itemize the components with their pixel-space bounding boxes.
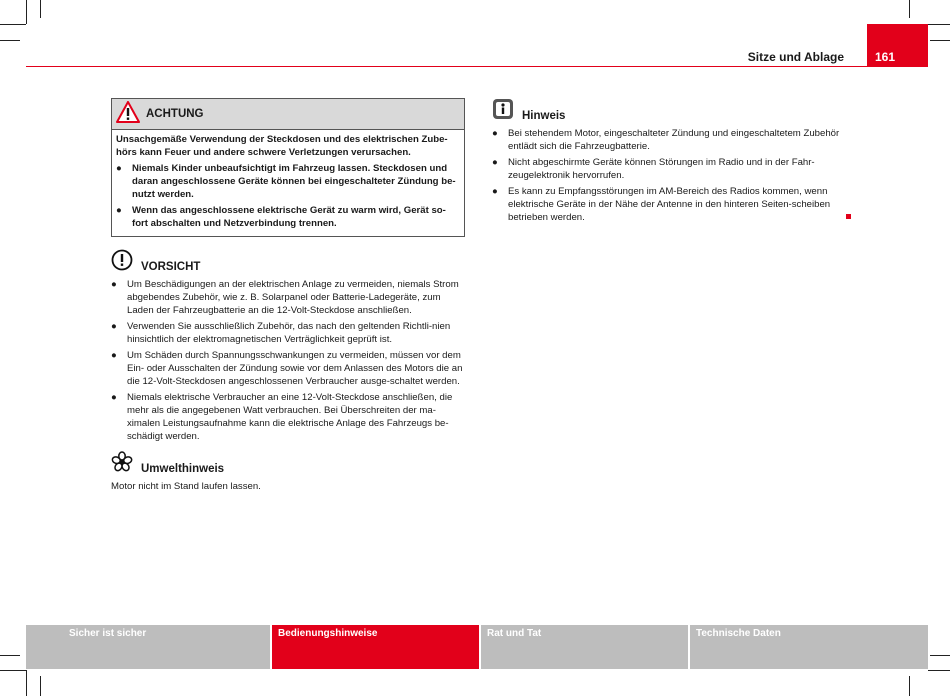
right-column — [492, 98, 842, 227]
footer-tab-technische-daten[interactable] — [690, 625, 928, 669]
bullet-text: Niemals Kinder unbeaufsichtigt im Fahrzeug lassen. Steckdosen und daran angeschlossene Geräte können bei eingeschalteter Zündung be-nutzt werden. — [132, 163, 456, 200]
flower-icon — [111, 451, 133, 478]
crop-mark — [928, 670, 950, 671]
footer-tab-bedienung[interactable] — [272, 625, 479, 669]
hinweis-header — [492, 98, 842, 125]
crop-mark — [26, 0, 27, 24]
footer-tab-sicher[interactable] — [26, 625, 270, 669]
list-item: ● Um Beschädigungen an der elektrischen Anlage zu vermeiden, niemals Strom abgebendes Zubehör, wie z. B. Solarpanel oder Batterie-Ladegeräte, zum Laden der Fahrzeugbatterie an die 12-Volt-Steckdose anschließen. — [111, 278, 465, 317]
umwelt-header — [111, 451, 465, 478]
header-rule — [26, 66, 928, 67]
footer-tab-label: Sicher ist sicher — [69, 628, 147, 639]
vorsicht-body — [111, 278, 465, 443]
bullet-text: Niemals elektrische Verbraucher an eine 12-Volt-Steckdose anschließen, die mehr als die angegebenen Watt verbrauchen. Bei Überschreiten der ma-ximalen Leistungsaufnahme kann die elektrische Anlage des Fahrzeugs be-schädigt werden. — [127, 392, 453, 442]
hinweis-body — [492, 127, 842, 224]
bullet-text: Bei stehendem Motor, eingeschalteter Zündung und eingeschaltetem Zubehör entlädt sich die Fahrzeugbatterie. — [508, 128, 840, 152]
crop-mark — [0, 655, 20, 656]
bullet-text: Es kann zu Empfangsstörungen im AM-Bereich des Radios kommen, wenn elektrische Geräte in der Nähe der Antenne in den hinteren Seiten-scheiben betrieben werden. — [508, 186, 831, 223]
page-number: 161 — [867, 24, 928, 67]
crop-mark — [909, 0, 910, 18]
bullet-text: Wenn das angeschlossene elektrische Gerät zu warm wird, Gerät so-fort abschalten und Netzverbindung trennen. — [132, 205, 446, 229]
list-item: ● Wenn das angeschlossene elektrische Gerät zu warm wird, Gerät so-fort abschalten und Netzverbindung trennen. — [116, 204, 460, 230]
crop-mark — [26, 670, 27, 696]
achtung-box — [111, 98, 465, 237]
vorsicht-header — [111, 249, 465, 276]
crop-mark — [930, 655, 950, 656]
footer-tab-label: Bedienungshinweise — [278, 628, 378, 639]
crop-mark — [0, 24, 26, 25]
crop-mark — [928, 24, 950, 25]
warning-triangle-icon — [116, 101, 140, 128]
list-item: ● Niemals Kinder unbeaufsichtigt im Fahrzeug lassen. Steckdosen und daran angeschlossene Geräte können bei eingeschalteter Zündung be-nutzt werden. — [116, 162, 460, 201]
bullet-text: Um Beschädigungen an der elektrischen Anlage zu vermeiden, niemals Strom abgebendes Zubehör, wie z. B. Solarpanel oder Batterie-Ladegeräte, zum Laden der Fahrzeugbatterie an die 12-Volt-Steckdose anschließen. — [127, 279, 459, 316]
bullet-text: Um Schäden durch Spannungsschwankungen zu vermeiden, müssen vor dem Ein- oder Ausschalten der Zündung sowie vor dem Anlassen des Motors die an die 12-Volt-Steckdosen angeschlossenen Verbraucher ausge-schaltet werden. — [127, 350, 463, 387]
section-end-marker — [846, 214, 851, 219]
footer-tab-label: Rat und Tat — [487, 628, 542, 639]
exclamation-circle-icon — [111, 249, 133, 276]
umwelt-title: Umwelthinweis — [141, 462, 225, 475]
crop-mark — [40, 0, 41, 18]
list-item: ● Niemals elektrische Verbraucher an eine 12-Volt-Steckdose anschließen, die mehr als die angegebenen Watt verbrauchen. Bei Überschreiten der ma-ximalen Leistungsaufnahme kann die elektrische Anlage des Fahrzeugs be-schädigt werden. — [111, 391, 465, 443]
bullet-text: Nicht abgeschirmte Geräte können Störungen im Radio und in der Fahr-zeugelektronik hervorrufen. — [508, 157, 815, 181]
left-column — [111, 98, 465, 493]
achtung-body — [112, 130, 464, 236]
list-item: ● Nicht abgeschirmte Geräte können Störungen im Radio und in der Fahr-zeugelektronik hervorrufen. — [492, 156, 842, 182]
achtung-intro: Unsachgemäße Verwendung der Steckdosen und des elektrischen Zube-hörs kann Feuer und andere schwere Verletzungen verursachen. — [116, 134, 448, 158]
crop-mark — [40, 676, 41, 696]
crop-mark — [930, 40, 950, 41]
footer-tab-rat[interactable] — [481, 625, 688, 669]
list-item: ● Um Schäden durch Spannungsschwankungen zu vermeiden, müssen vor dem Ein- oder Ausschalten der Zündung sowie vor dem Anlassen des Motors die an die 12-Volt-Steckdosen angeschlossenen Verbraucher ausge-schaltet werden. — [111, 349, 465, 388]
list-item: ● Verwenden Sie ausschließlich Zubehör, das nach den geltenden Richtli-nien hinsichtlich der elektromagnetischen Verträglichkeit geprüft ist. — [111, 320, 465, 346]
achtung-title: ACHTUNG — [146, 108, 204, 120]
crop-mark — [0, 40, 20, 41]
crop-mark — [909, 676, 910, 696]
hinweis-title: Hinweis — [522, 109, 566, 122]
vorsicht-title: VORSICHT — [141, 260, 201, 273]
achtung-header — [112, 99, 464, 130]
umwelt-text: Motor nicht im Stand laufen lassen. — [111, 481, 261, 492]
footer-tab-label: Technische Daten — [696, 628, 781, 639]
list-item: ● Es kann zu Empfangsstörungen im AM-Bereich des Radios kommen, wenn elektrische Geräte in der Nähe der Antenne in den hinteren Seiten-scheiben betrieben werden. — [492, 185, 842, 224]
chapter-title: Sitze und Ablage — [747, 50, 844, 64]
info-icon — [492, 98, 514, 125]
crop-mark — [0, 670, 26, 671]
list-item: ● Bei stehendem Motor, eingeschalteter Zündung und eingeschaltetem Zubehör entlädt sich die Fahrzeugbatterie. — [492, 127, 842, 153]
bullet-text: Verwenden Sie ausschließlich Zubehör, das nach den geltenden Richtli-nien hinsichtlich der elektromagnetischen Verträglichkeit geprüft ist. — [127, 321, 451, 345]
